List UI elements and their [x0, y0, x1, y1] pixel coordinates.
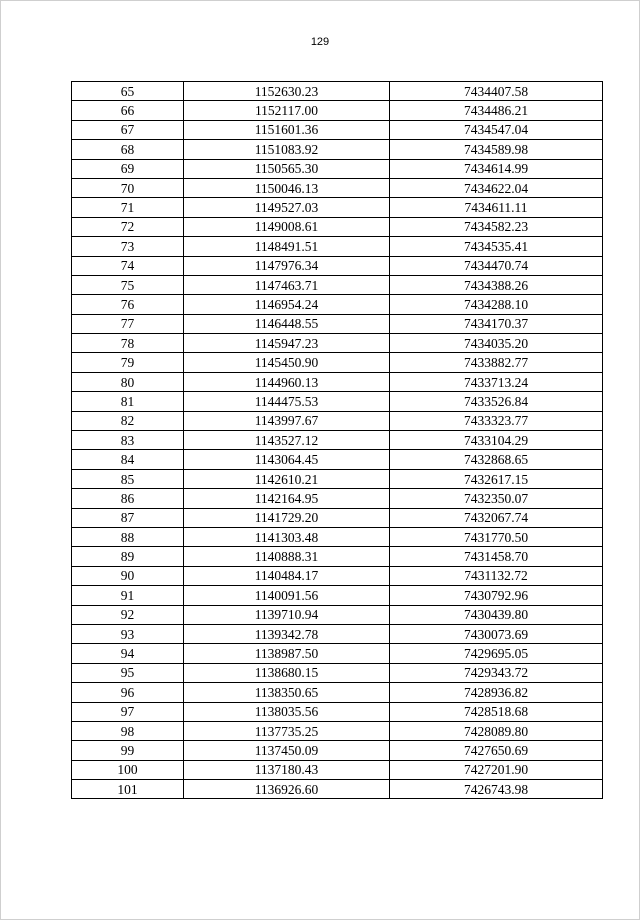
- x-coordinate-cell: 1138987.50: [184, 644, 390, 663]
- x-coordinate-cell: 1151083.92: [184, 140, 390, 159]
- point-number-cell: 83: [72, 431, 184, 450]
- point-number-cell: 82: [72, 411, 184, 430]
- y-coordinate-cell: 7428936.82: [390, 683, 603, 702]
- point-number-cell: 70: [72, 178, 184, 197]
- table-row: [72, 140, 603, 159]
- table-row: [72, 392, 603, 411]
- point-number-cell: 94: [72, 644, 184, 663]
- table-row: [72, 334, 603, 353]
- point-number-cell: 84: [72, 450, 184, 469]
- y-coordinate-cell: 7433104.29: [390, 431, 603, 450]
- y-coordinate-cell: 7433882.77: [390, 353, 603, 372]
- x-coordinate-cell: 1136926.60: [184, 780, 390, 799]
- y-coordinate-cell: 7434035.20: [390, 334, 603, 353]
- y-coordinate-cell: 7434611.11: [390, 198, 603, 217]
- x-coordinate-cell: 1138035.56: [184, 702, 390, 721]
- y-coordinate-cell: 7434582.23: [390, 217, 603, 236]
- x-coordinate-cell: 1141303.48: [184, 527, 390, 546]
- x-coordinate-cell: 1143064.45: [184, 450, 390, 469]
- y-coordinate-cell: 7434288.10: [390, 295, 603, 314]
- y-coordinate-cell: 7428089.80: [390, 721, 603, 740]
- y-coordinate-cell: 7427201.90: [390, 760, 603, 779]
- table-row: [72, 605, 603, 624]
- table-row: [72, 624, 603, 643]
- y-coordinate-cell: 7433713.24: [390, 372, 603, 391]
- table-row: [72, 372, 603, 391]
- table-row: [72, 741, 603, 760]
- x-coordinate-cell: 1144960.13: [184, 372, 390, 391]
- point-number-cell: 74: [72, 256, 184, 275]
- x-coordinate-cell: 1142164.95: [184, 489, 390, 508]
- point-number-cell: 101: [72, 780, 184, 799]
- table-row: [72, 527, 603, 546]
- y-coordinate-cell: 7434388.26: [390, 275, 603, 294]
- table-row: [72, 663, 603, 682]
- coordinates-table: [71, 81, 603, 799]
- table-row: [72, 159, 603, 178]
- x-coordinate-cell: 1146448.55: [184, 314, 390, 333]
- y-coordinate-cell: 7433323.77: [390, 411, 603, 430]
- x-coordinate-cell: 1152117.00: [184, 101, 390, 120]
- point-number-cell: 71: [72, 198, 184, 217]
- x-coordinate-cell: 1144475.53: [184, 392, 390, 411]
- point-number-cell: 90: [72, 566, 184, 585]
- y-coordinate-cell: 7428518.68: [390, 702, 603, 721]
- x-coordinate-cell: 1146954.24: [184, 295, 390, 314]
- point-number-cell: 89: [72, 547, 184, 566]
- table-row: [72, 120, 603, 139]
- y-coordinate-cell: 7434535.41: [390, 237, 603, 256]
- table-row: [72, 721, 603, 740]
- table-row: [72, 547, 603, 566]
- point-number-cell: 95: [72, 663, 184, 682]
- y-coordinate-cell: 7432350.07: [390, 489, 603, 508]
- table-row: [72, 314, 603, 333]
- point-number-cell: 73: [72, 237, 184, 256]
- y-coordinate-cell: 7434589.98: [390, 140, 603, 159]
- x-coordinate-cell: 1145947.23: [184, 334, 390, 353]
- table-row: [72, 489, 603, 508]
- x-coordinate-cell: 1150565.30: [184, 159, 390, 178]
- table-row: [72, 411, 603, 430]
- x-coordinate-cell: 1147463.71: [184, 275, 390, 294]
- point-number-cell: 87: [72, 508, 184, 527]
- x-coordinate-cell: 1151601.36: [184, 120, 390, 139]
- point-number-cell: 85: [72, 469, 184, 488]
- table-row: [72, 178, 603, 197]
- point-number-cell: 79: [72, 353, 184, 372]
- y-coordinate-cell: 7431132.72: [390, 566, 603, 585]
- table-row: [72, 82, 603, 101]
- table-row: [72, 780, 603, 799]
- point-number-cell: 67: [72, 120, 184, 139]
- point-number-cell: 91: [72, 586, 184, 605]
- y-coordinate-cell: 7431458.70: [390, 547, 603, 566]
- x-coordinate-cell: 1147976.34: [184, 256, 390, 275]
- y-coordinate-cell: 7434470.74: [390, 256, 603, 275]
- table-row: [72, 198, 603, 217]
- table-row: [72, 566, 603, 585]
- point-number-cell: 99: [72, 741, 184, 760]
- point-number-cell: 86: [72, 489, 184, 508]
- table-row: [72, 469, 603, 488]
- y-coordinate-cell: 7434622.04: [390, 178, 603, 197]
- y-coordinate-cell: 7432868.65: [390, 450, 603, 469]
- point-number-cell: 76: [72, 295, 184, 314]
- x-coordinate-cell: 1148491.51: [184, 237, 390, 256]
- table-row: [72, 295, 603, 314]
- y-coordinate-cell: 7434407.58: [390, 82, 603, 101]
- page-number: 129: [310, 36, 330, 48]
- point-number-cell: 72: [72, 217, 184, 236]
- x-coordinate-cell: 1149527.03: [184, 198, 390, 217]
- y-coordinate-cell: 7427650.69: [390, 741, 603, 760]
- x-coordinate-cell: 1152630.23: [184, 82, 390, 101]
- x-coordinate-cell: 1139710.94: [184, 605, 390, 624]
- x-coordinate-cell: 1149008.61: [184, 217, 390, 236]
- y-coordinate-cell: 7434486.21: [390, 101, 603, 120]
- point-number-cell: 96: [72, 683, 184, 702]
- y-coordinate-cell: 7433526.84: [390, 392, 603, 411]
- point-number-cell: 98: [72, 721, 184, 740]
- y-coordinate-cell: 7430792.96: [390, 586, 603, 605]
- y-coordinate-cell: 7434614.99: [390, 159, 603, 178]
- point-number-cell: 92: [72, 605, 184, 624]
- x-coordinate-cell: 1150046.13: [184, 178, 390, 197]
- table-row: [72, 683, 603, 702]
- x-coordinate-cell: 1142610.21: [184, 469, 390, 488]
- point-number-cell: 80: [72, 372, 184, 391]
- x-coordinate-cell: 1140888.31: [184, 547, 390, 566]
- x-coordinate-cell: 1143997.67: [184, 411, 390, 430]
- point-number-cell: 66: [72, 101, 184, 120]
- table-row: [72, 760, 603, 779]
- table-row: [72, 644, 603, 663]
- point-number-cell: 88: [72, 527, 184, 546]
- point-number-cell: 68: [72, 140, 184, 159]
- y-coordinate-cell: 7426743.98: [390, 780, 603, 799]
- table-row: [72, 702, 603, 721]
- x-coordinate-cell: 1137450.09: [184, 741, 390, 760]
- table-row: [72, 586, 603, 605]
- y-coordinate-cell: 7431770.50: [390, 527, 603, 546]
- table-row: [72, 217, 603, 236]
- point-number-cell: 78: [72, 334, 184, 353]
- table-row: [72, 101, 603, 120]
- point-number-cell: 100: [72, 760, 184, 779]
- y-coordinate-cell: 7434547.04: [390, 120, 603, 139]
- x-coordinate-cell: 1143527.12: [184, 431, 390, 450]
- table-row: [72, 450, 603, 469]
- x-coordinate-cell: 1139342.78: [184, 624, 390, 643]
- table-row: [72, 431, 603, 450]
- table-row: [72, 353, 603, 372]
- point-number-cell: 97: [72, 702, 184, 721]
- y-coordinate-cell: 7430439.80: [390, 605, 603, 624]
- x-coordinate-cell: 1138680.15: [184, 663, 390, 682]
- point-number-cell: 77: [72, 314, 184, 333]
- x-coordinate-cell: 1137735.25: [184, 721, 390, 740]
- y-coordinate-cell: 7429695.05: [390, 644, 603, 663]
- point-number-cell: 65: [72, 82, 184, 101]
- y-coordinate-cell: 7429343.72: [390, 663, 603, 682]
- x-coordinate-cell: 1140091.56: [184, 586, 390, 605]
- x-coordinate-cell: 1140484.17: [184, 566, 390, 585]
- point-number-cell: 81: [72, 392, 184, 411]
- table-row: [72, 275, 603, 294]
- point-number-cell: 69: [72, 159, 184, 178]
- y-coordinate-cell: 7434170.37: [390, 314, 603, 333]
- x-coordinate-cell: 1145450.90: [184, 353, 390, 372]
- point-number-cell: 75: [72, 275, 184, 294]
- x-coordinate-cell: 1138350.65: [184, 683, 390, 702]
- x-coordinate-cell: 1137180.43: [184, 760, 390, 779]
- y-coordinate-cell: 7430073.69: [390, 624, 603, 643]
- y-coordinate-cell: 7432617.15: [390, 469, 603, 488]
- point-number-cell: 93: [72, 624, 184, 643]
- table-row: [72, 508, 603, 527]
- table-row: [72, 237, 603, 256]
- table-row: [72, 256, 603, 275]
- coordinates-table-body: [72, 82, 603, 799]
- x-coordinate-cell: 1141729.20: [184, 508, 390, 527]
- y-coordinate-cell: 7432067.74: [390, 508, 603, 527]
